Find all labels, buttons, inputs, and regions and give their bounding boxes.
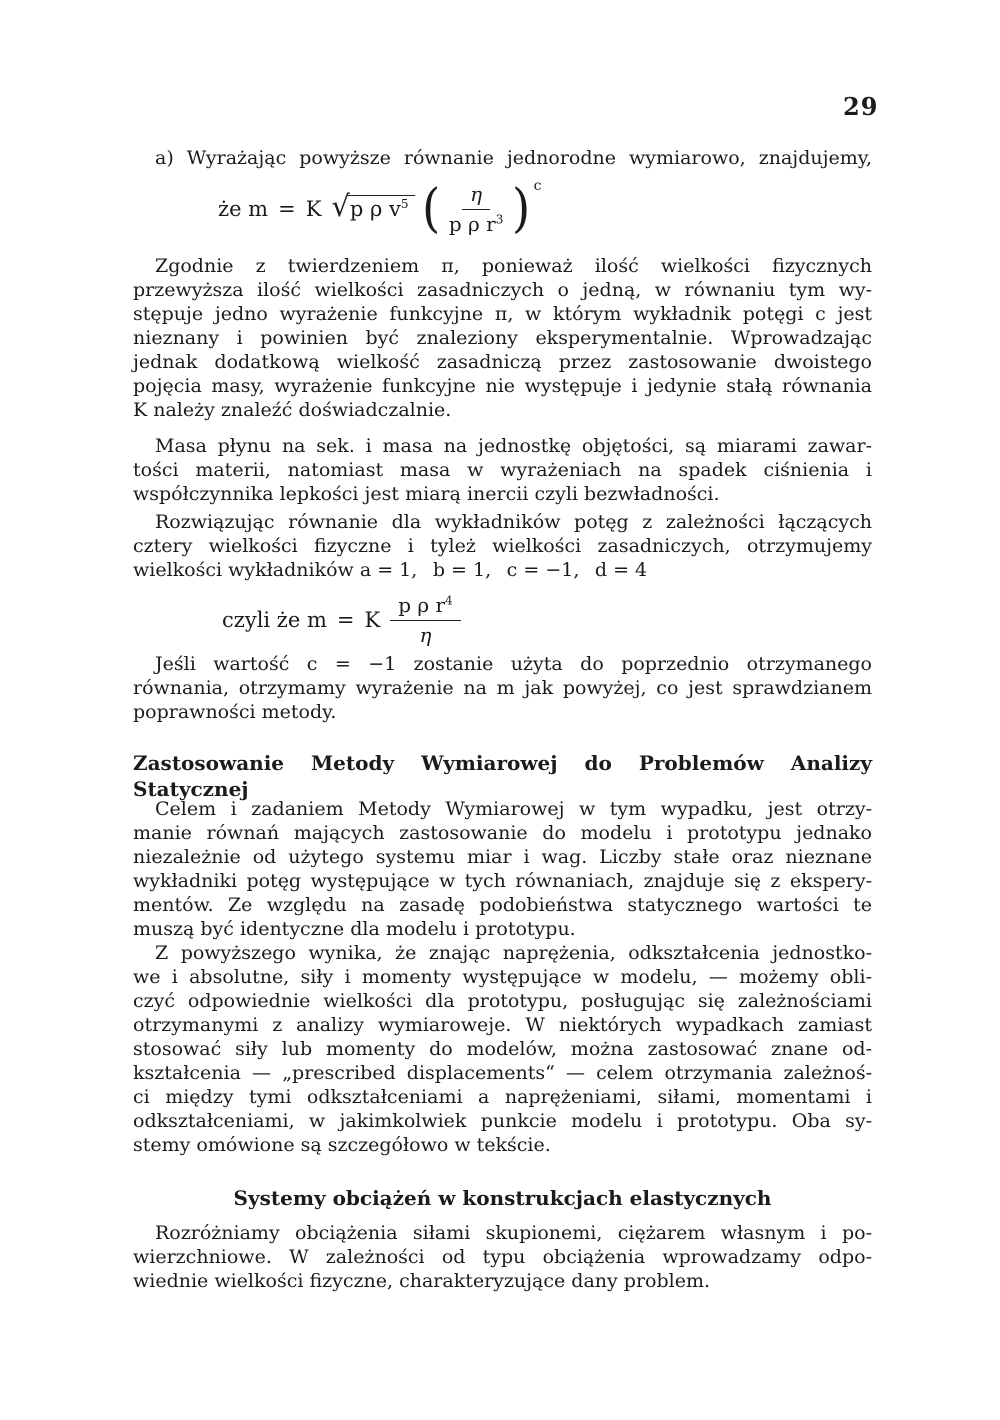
text-line: otrzymanymi z analizy wymiaroweje. W niektórych wypadkach zamiast — [133, 1014, 872, 1036]
fraction-numerator — [390, 593, 460, 621]
text-line: muszą być identyczne dla modelu i prototypu. — [133, 918, 576, 940]
numerator-text: p ρ r — [398, 592, 446, 617]
text-line: pojęcia masy, wyrażenie funkcyjne nie występuje i jedynie stałą równania — [133, 375, 872, 397]
text-line: jednak dodatkową wielkość zasadniczą przez zastosowanie dwoistego — [133, 351, 872, 373]
fraction — [390, 593, 460, 648]
paragraph-mass-measures — [133, 434, 872, 506]
text-line: równania, otrzymamy wyrażenie na m jak powyżej, co jest sprawdzianem — [133, 677, 872, 699]
text-line: czyć odpowiednie wielkości dla prototypu, posługując się zależnościami — [133, 990, 872, 1012]
paragraph-model-prototype — [133, 941, 872, 1157]
radicand — [347, 195, 415, 222]
text-line: Zgodnie z twierdzeniem π, ponieważ ilość wielkości fizycznych — [155, 255, 872, 277]
text-line: Celem i zadaniem Metody Wymiarowej w tym wypadku, jest otrzy- — [155, 798, 872, 820]
open-paren: ( — [421, 178, 440, 239]
fraction-denominator: η — [419, 622, 432, 647]
section-heading-load-systems: Systemy obciążeń w konstrukcjach elastycznych — [233, 1186, 772, 1210]
equation-dimensional-homogeneous — [133, 176, 872, 242]
text-line: poprawności metody. — [133, 701, 337, 723]
text-line: a) Wyrażając powyższe równanie jednorodne wymiarowo, znajdujemy, — [155, 147, 872, 169]
outer-exponent: c — [533, 178, 542, 194]
square-root — [331, 188, 414, 224]
text-line: wielkości wykładników a = 1, b = 1, c = −1, d = 4 — [133, 559, 648, 581]
page-number: 29 — [843, 92, 879, 121]
numerator-exponent: 4 — [445, 592, 453, 607]
paragraph-solving-exponents — [133, 510, 872, 582]
text-line: współczynnika lepkości jest miarą inercii czyli bezwładności. — [133, 483, 720, 505]
equation-lhs: że m — [218, 197, 269, 221]
equals-sign: = — [278, 197, 296, 221]
text-line: wykładniki potęg występujące w tych równaniach, znajduje się z ekspery- — [133, 870, 872, 892]
text-line: Rozwiązując równanie dla wykładników potęg z zależności łączących — [155, 511, 872, 533]
denominator-exponent: 3 — [495, 211, 504, 226]
paragraph-intro — [133, 146, 872, 170]
text-line: stępuje jedno wyrażenie funkcyjne π, w którym wykładnik potęgi c jest — [133, 303, 872, 325]
paragraph-load-types — [133, 1221, 872, 1293]
equation-coefficient: K — [364, 608, 381, 632]
paragraph-method-goal — [133, 797, 872, 941]
equation-result — [133, 590, 872, 650]
text-line: wiednie wielkości fizyczne, charakteryzujące dany problem. — [133, 1270, 711, 1292]
fraction — [441, 182, 511, 237]
text-line: mentów. Ze względu na zasadę podobieństwa statycznego wartości te — [133, 894, 872, 916]
text-line: kształcenia — „prescribed displacements“ — celem otrzymania zależnoś- — [133, 1062, 872, 1084]
radicand-exponent: 5 — [400, 196, 409, 211]
text-line: odkształceniami, w jakimkolwiek punkcie modelu i prototypu. Oba sy- — [133, 1110, 872, 1132]
text-line: nieznany i powinien być znaleziony eksperymentalnie. Wprowadzając — [133, 327, 872, 349]
text-line: wierzchniowe. W zależności od typu obciążenia wprowadzamy odpo- — [133, 1246, 872, 1268]
text-line: niezależnie od użytego systemu miar i wag. Liczby stałe oraz nieznane — [133, 846, 872, 868]
text-line: we i absolutne, siły i momenty występujące w modelu, — możemy obli- — [133, 966, 872, 988]
radicand-text: p ρ v — [349, 196, 401, 221]
radical-sign: √ — [331, 188, 350, 223]
paragraph-verification — [133, 652, 872, 724]
fraction-denominator — [441, 210, 511, 237]
text-line: manie równań mających zastosowanie do modelu i prototypu jednako — [133, 822, 872, 844]
text-line: Rozróżniamy obciążenia siłami skupionemi, ciężarem własnym i po- — [155, 1222, 872, 1244]
text-line: K należy znaleźć doświadczalnie. — [133, 399, 452, 421]
text-line: Jeśli wartość c = −1 zostanie użyta do poprzednio otrzymanego — [155, 653, 872, 675]
text-line: stosować siły lub momenty do modelów, można zastosować znane od- — [133, 1038, 872, 1060]
text-line: Masa płynu na sek. i masa na jednostkę objętości, są miarami zawar- — [155, 435, 872, 457]
paragraph-pi-theorem — [133, 254, 872, 422]
fraction-numerator: η — [462, 182, 490, 210]
section-heading-static-analysis: Zastosowanie Metody Wymiarowej do Problemów Analizy Statycznej — [133, 751, 872, 801]
text-line: tości materii, natomiast masa w wyrażeniach na spadek ciśnienia i — [133, 459, 872, 481]
equals-sign: = — [336, 608, 355, 632]
equation-coefficient: K — [305, 197, 322, 221]
text-line: cztery wielkości fizyczne i tyleż wielkości zasadniczych, otrzymujemy — [133, 535, 872, 557]
text-line: ci między tymi odkształceniami a naprężeniami, siłami, momentami i — [133, 1086, 872, 1108]
text-line: przewyższa ilość wielkości zasadniczych o jedną, w równaniu tym wy- — [133, 279, 872, 301]
text-line: Z powyższego wynika, że znając naprężenia, odkształcenia jednostko- — [155, 942, 872, 964]
denominator-text: p ρ r — [448, 211, 496, 236]
equation-prefix: czyli że m — [222, 608, 327, 632]
text-line: stemy omówione są szczegółowo w tekście. — [133, 1134, 551, 1156]
close-paren: ) — [512, 178, 531, 239]
